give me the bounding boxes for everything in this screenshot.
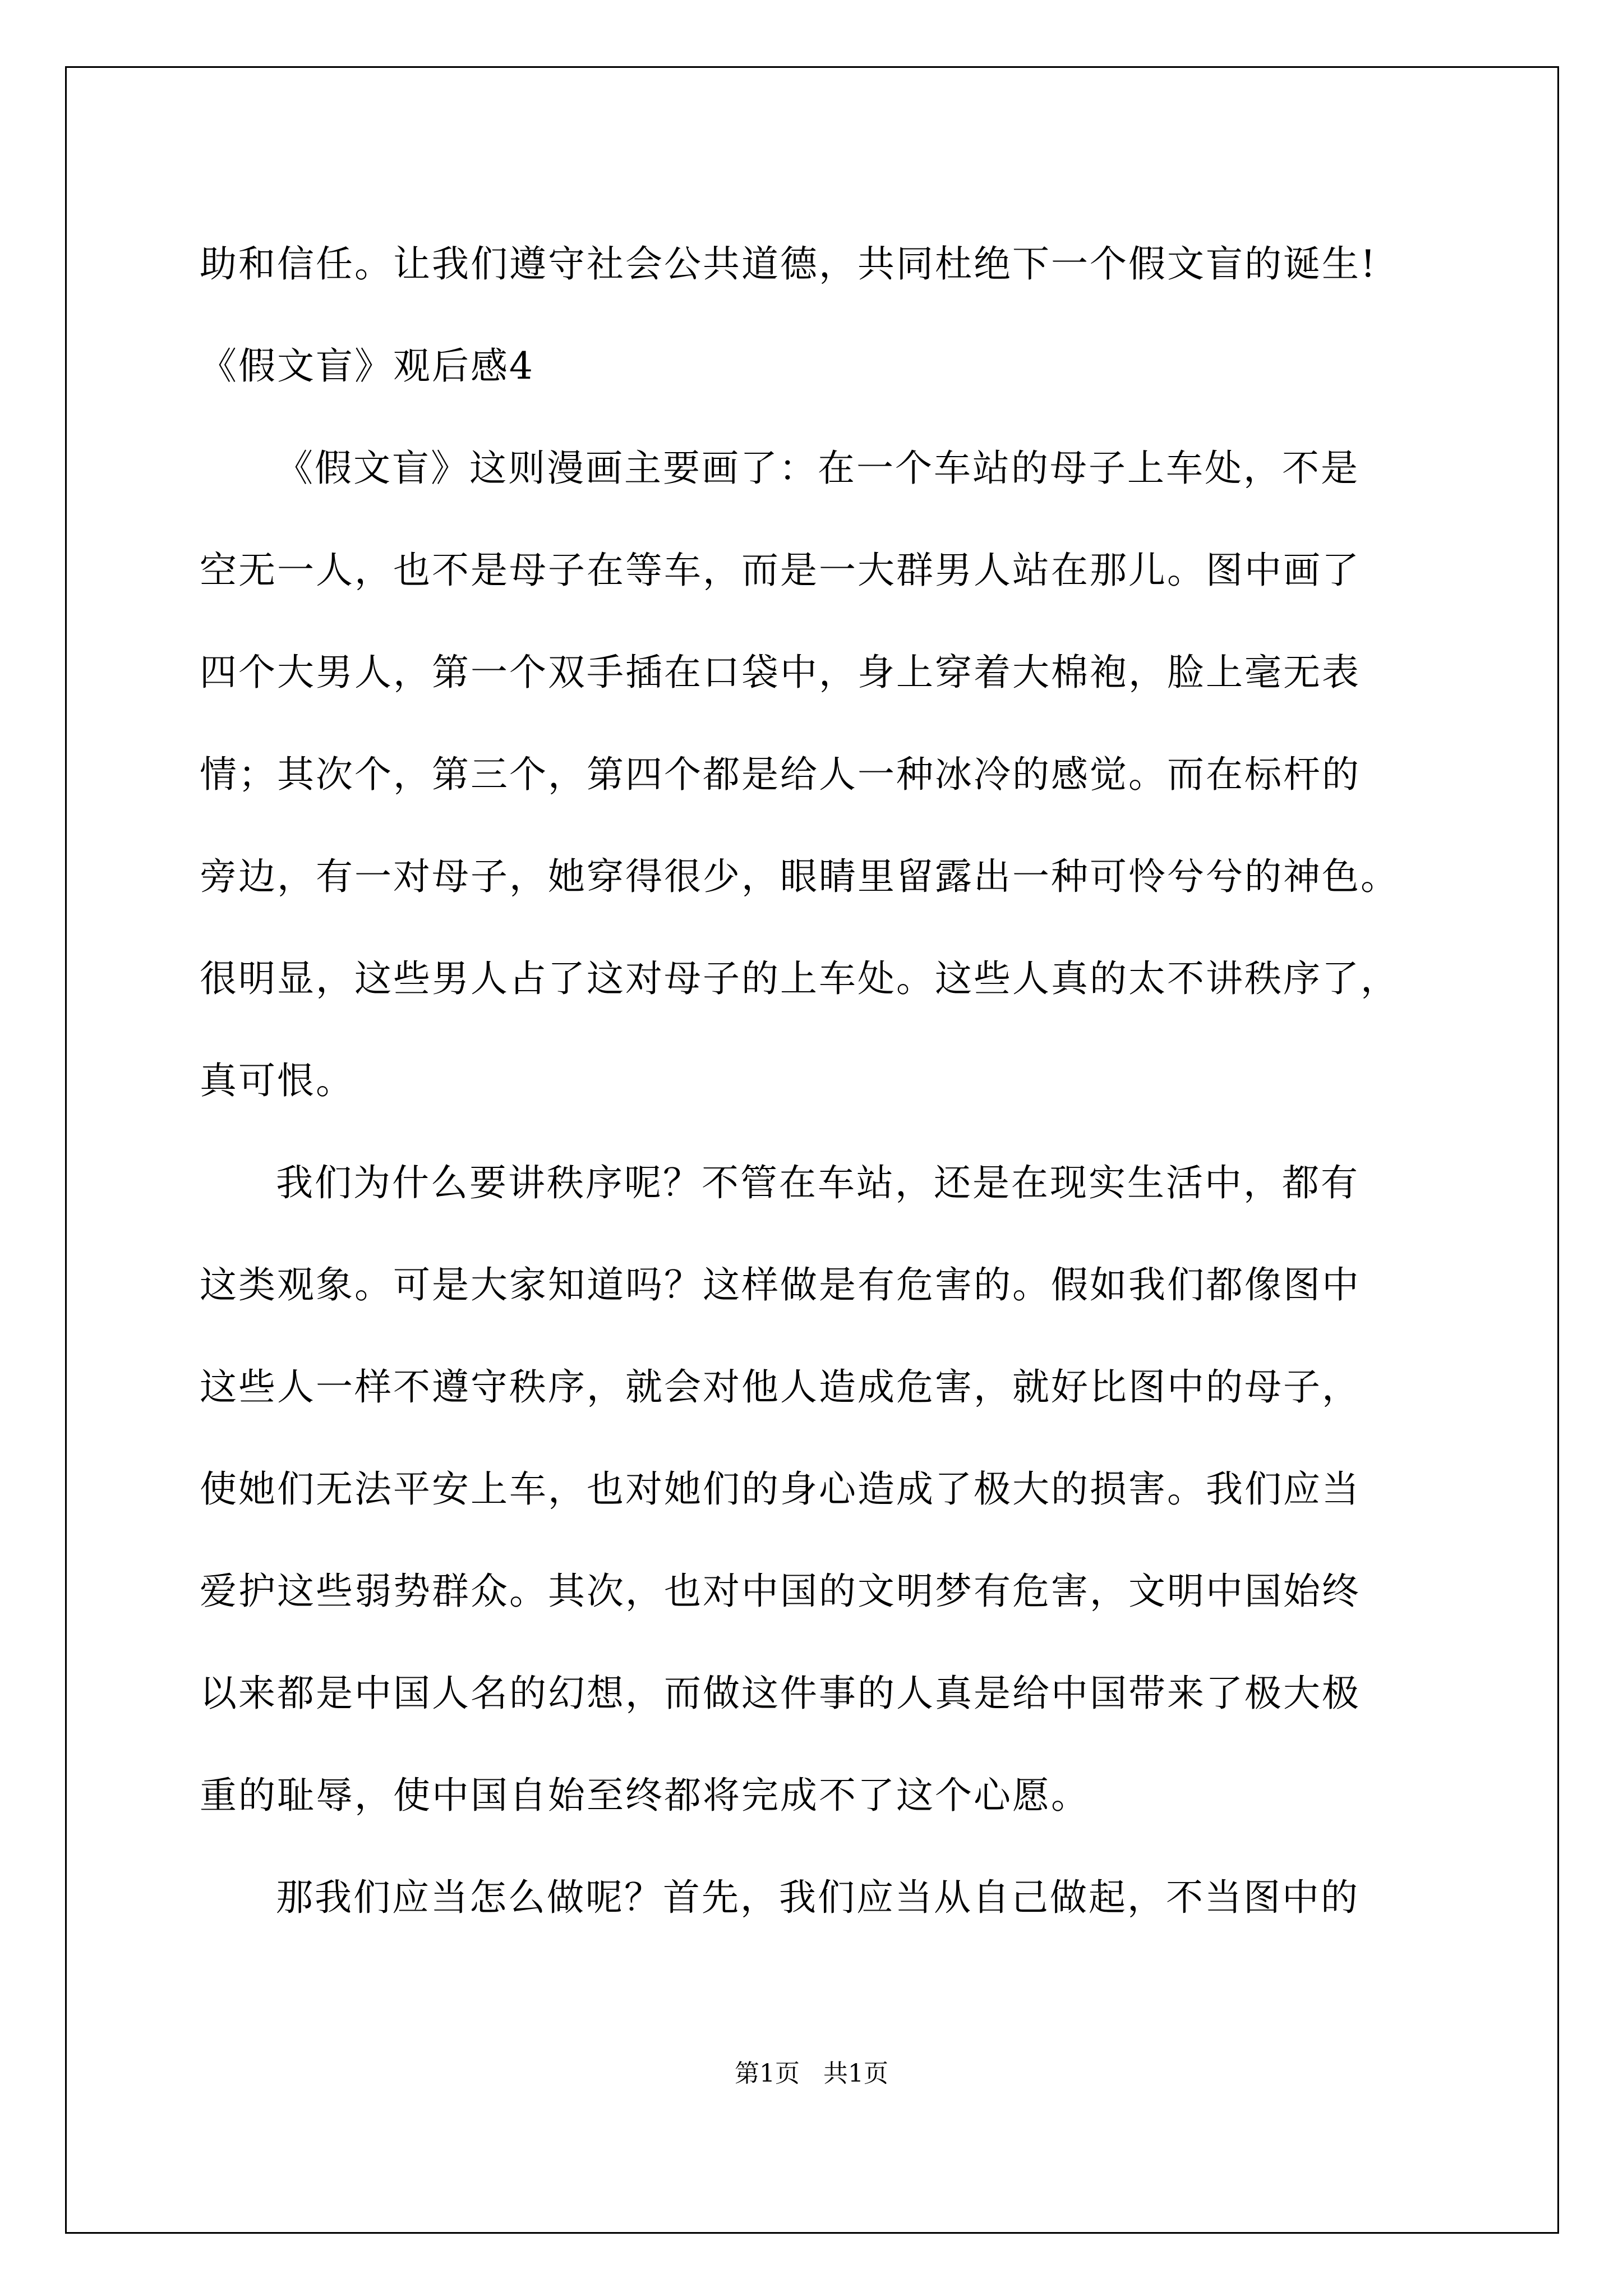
text-line: 这些人一样不遵守秩序，就会对他人造成危害，就好比图中的母子，	[200, 1365, 1361, 1409]
text-line: 重的耻辱，使中国自始至终都将完成不了这个心愿。	[200, 1774, 1090, 1817]
text-line: 旁边，有一对母子，她穿得很少，眼睛里留露出一种可怜兮兮的神色。	[200, 855, 1399, 898]
paragraph-start: 我们为什么要讲秩序呢？不管在车站，还是在现实生活中，都有	[276, 1161, 1359, 1204]
text-line: 使她们无法平安上车，也对她们的身心造成了极大的损害。我们应当	[200, 1467, 1361, 1511]
paragraph-start: 那我们应当怎么做呢？首先，我们应当从自己做起，不当图中的	[276, 1876, 1359, 1919]
text-line: 爱护这些弱势群众。其次，也对中国的文明梦有危害，文明中国始终	[200, 1570, 1361, 1613]
text-line: 情；其次个，第三个，第四个都是给人一种冰冷的感觉。而在标杆的	[200, 753, 1361, 796]
text-line: 助和信任。让我们遵守社会公共道德，共同杜绝下一个假文盲的诞生!	[200, 242, 1377, 286]
text-line: 这类观象。可是大家知道吗？这样做是有危害的。假如我们都像图中	[200, 1263, 1361, 1306]
page-footer: 第1页 共1页	[735, 2059, 888, 2088]
document-body	[200, 213, 1428, 1949]
section-heading: 《假文盲》观后感4	[200, 344, 534, 388]
text-line: 以来都是中国人名的幻想，而做这件事的人真是给中国带来了极大极	[200, 1672, 1361, 1715]
text-line: 空无一人，也不是母子在等车，而是一大群男人站在那儿。图中画了	[200, 549, 1361, 592]
text-line: 很明显，这些男人占了这对母子的上车处。这些人真的太不讲秩序了，	[200, 957, 1399, 1000]
paragraph-start: 《假文盲》这则漫画主要画了：在一个车站的母子上车处，不是	[276, 447, 1359, 490]
text-line: 真可恨。	[200, 1059, 354, 1102]
text-line: 四个大男人，第一个双手插在口袋中，身上穿着大棉袍，脸上毫无表	[200, 651, 1361, 694]
